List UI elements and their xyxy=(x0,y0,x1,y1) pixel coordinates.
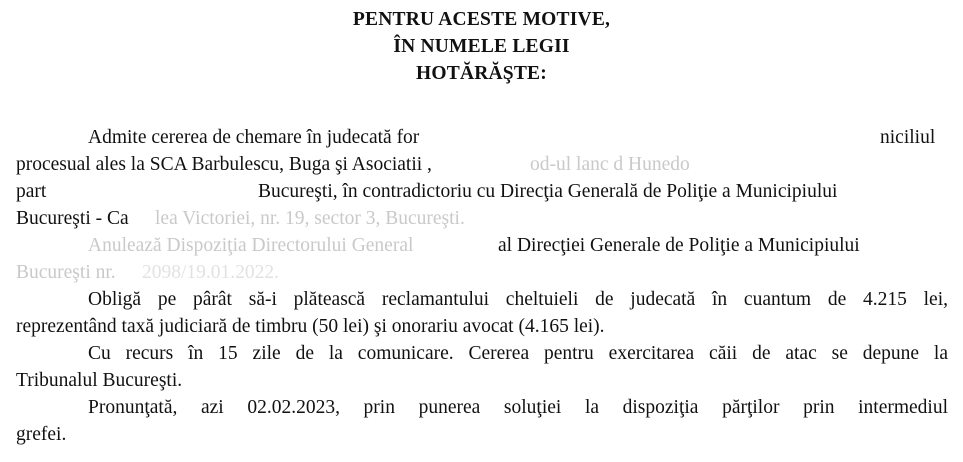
admite-line-1-end: niciliul xyxy=(880,127,936,148)
pronuntata-line-1: Pronunţată, azi 02.02.2023, prin punerea soluţiei la dispoziţia părţilor prin intermediul xyxy=(88,397,948,418)
recurs-line-2: Tribunalul Bucureşti. xyxy=(16,370,183,391)
admite-line-2-faded: od-ul lanc d Hunedo xyxy=(530,154,690,175)
anuleaza-line-2-end: 2098/19.01.2022. xyxy=(142,262,280,283)
admite-line-4-start: Bucureşti - Ca xyxy=(16,208,129,229)
heading-line-1: PENTRU ACESTE MOTIVE, xyxy=(352,9,611,30)
heading-line-3: HOTĂRĂŞTE: xyxy=(416,63,547,84)
anuleaza-line-1-start: Anulează Dispoziţia Directorului General xyxy=(88,235,414,256)
admite-line-3-start: part xyxy=(16,181,47,202)
heading-line-2: ÎN NUMELE LEGII xyxy=(393,36,570,57)
obliga-line-1: Obligă pe pârât să-i plătească reclamantului cheltuieli de judecată în cuantum de 4.215 lei, xyxy=(88,289,948,310)
anuleaza-line-1-end: al Direcţiei Generale de Poliţie a Municipiului xyxy=(498,235,860,256)
admite-line-2-start: procesual ales la SCA Barbulescu, Buga şi Asociatii , xyxy=(16,154,432,175)
admite-line-3-end: Bucureşti, în contradictoriu cu Direcţia Generală de Poliţie a Municipiului xyxy=(258,181,838,202)
admite-line-4-faded: lea Victoriei, nr. 19, sector 3, Bucureşti. xyxy=(155,208,465,229)
admite-line-1-start: Admite cererea de chemare în judecată for xyxy=(88,127,420,148)
pronuntata-line-2: grefei. xyxy=(16,424,67,445)
recurs-line-1: Cu recurs în 15 zile de la comunicare. Cererea pentru exercitarea căii de atac se depune la xyxy=(88,343,948,364)
anuleaza-line-2-start: Bucureşti nr. xyxy=(16,262,116,283)
obliga-line-2: reprezentând taxă judiciară de timbru (50 lei) şi onorariu avocat (4.165 lei). xyxy=(16,316,605,337)
